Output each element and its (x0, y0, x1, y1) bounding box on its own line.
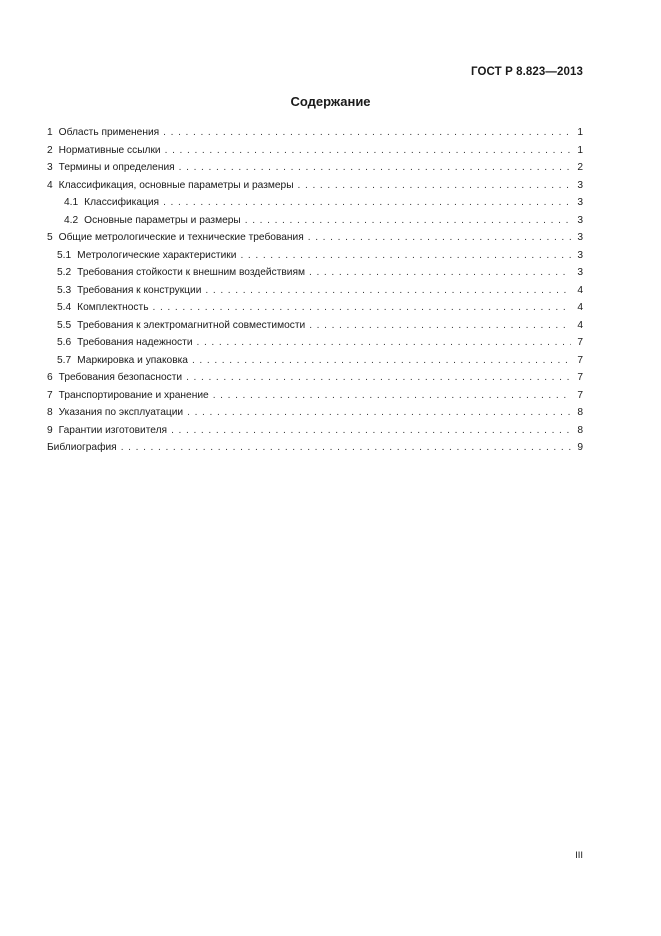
toc-subentry[interactable] (47, 282, 583, 300)
toc-entry-number: 5.7 (57, 354, 72, 366)
toc-entry-page: 3 (577, 179, 583, 191)
toc-entry-number: 5 (47, 232, 53, 243)
toc-entry-title: Требования безопасности (58, 372, 183, 383)
table-of-contents (47, 124, 583, 457)
toc-dot-leader (309, 264, 571, 282)
toc-entry-number: 5.3 (57, 284, 72, 296)
toc-entry-page: 8 (577, 424, 583, 436)
toc-entry-page: 3 (577, 249, 583, 261)
toc-entry-page: 4 (577, 302, 583, 313)
toc-dot-leader (240, 247, 571, 265)
toc-entry-number: 4.2 (64, 214, 79, 226)
toc-entry[interactable] (47, 387, 583, 405)
toc-entry-page: 2 (577, 162, 583, 173)
toc-entry-title: Термины и определения (58, 162, 175, 173)
toc-entry-title: Нормативные ссылки (58, 144, 161, 156)
toc-dot-leader (245, 212, 571, 230)
toc-subentry[interactable] (47, 317, 583, 335)
toc-entry-bibliography[interactable] (47, 439, 583, 457)
toc-entry-title: Классификация (84, 197, 160, 208)
toc-entry[interactable] (47, 142, 583, 160)
toc-entry-page: 7 (577, 354, 583, 366)
toc-entry-page: 7 (577, 389, 583, 401)
toc-dot-leader (197, 334, 571, 352)
toc-subentry[interactable] (47, 299, 583, 317)
toc-dot-leader (163, 194, 571, 212)
toc-entry-number: 5.4 (57, 302, 72, 313)
toc-entry-number: 2 (47, 144, 53, 156)
toc-entry-page: 8 (577, 407, 583, 418)
toc-entry-title: Требования стойкости к внешним воздействиям (77, 267, 305, 278)
toc-entry-title: Требования к электромагнитной совместимости (77, 319, 306, 331)
toc-entry[interactable] (47, 369, 583, 387)
toc-entry-page: 9 (577, 442, 583, 453)
toc-dot-leader (308, 229, 571, 247)
toc-entry[interactable] (47, 159, 583, 177)
toc-entry-page: 4 (577, 284, 583, 296)
toc-entry-title: Маркировка и упаковка (77, 354, 188, 366)
toc-entry-title: Комплектность (77, 302, 149, 313)
toc-entry-title: Гарантии изготовителя (58, 424, 168, 436)
toc-entry[interactable] (47, 124, 583, 142)
toc-dot-leader (192, 352, 571, 370)
toc-entry[interactable] (47, 422, 583, 440)
toc-dot-leader (153, 299, 572, 317)
toc-dot-leader (163, 124, 571, 142)
toc-entry-number: 5.5 (57, 319, 72, 331)
toc-entry-number: 5.2 (57, 267, 72, 278)
toc-dot-leader (205, 282, 571, 300)
toc-entry-number: 4.1 (64, 197, 79, 208)
toc-entry-number: 8 (47, 407, 53, 418)
toc-entry-number: 3 (47, 162, 53, 173)
toc-entry-number: 7 (47, 389, 53, 401)
toc-entry-number: 9 (47, 424, 53, 436)
toc-dot-leader (171, 422, 571, 440)
page-number: III (575, 850, 583, 861)
toc-entry-page: 3 (577, 267, 583, 278)
toc-dot-leader (121, 439, 571, 457)
toc-entry-page: 3 (577, 232, 583, 243)
toc-entry-page: 3 (577, 197, 583, 208)
toc-entry-title: Библиография (47, 442, 117, 453)
toc-entry-page: 7 (577, 372, 583, 383)
toc-subentry[interactable] (47, 212, 583, 230)
toc-entry-number: 6 (47, 372, 53, 383)
toc-subentry[interactable] (47, 194, 583, 212)
toc-entry-title: Метрологические характеристики (77, 249, 237, 261)
toc-entry-title: Требования к конструкции (77, 284, 202, 296)
toc-dot-leader (165, 142, 571, 160)
toc-entry-page: 1 (577, 127, 583, 138)
toc-dot-leader (179, 159, 571, 177)
toc-entry-title: Классификация, основные параметры и размеры (58, 179, 294, 191)
toc-entry-page: 1 (577, 144, 583, 156)
toc-subentry[interactable] (47, 334, 583, 352)
toc-subentry[interactable] (47, 264, 583, 282)
toc-entry-number: 5.6 (57, 337, 72, 348)
toc-entry[interactable] (47, 177, 583, 195)
toc-dot-leader (186, 369, 571, 387)
toc-entry-number: 5.1 (57, 249, 72, 261)
toc-entry-page: 7 (577, 337, 583, 348)
toc-entry-page: 3 (577, 214, 583, 226)
toc-entry-title: Указания по эксплуатации (58, 407, 184, 418)
toc-entry-title: Основные параметры и размеры (84, 214, 241, 226)
toc-entry-page: 4 (577, 319, 583, 331)
toc-dot-leader (213, 387, 571, 405)
toc-entry-title: Область применения (58, 127, 160, 138)
toc-entry-number: 1 (47, 127, 53, 138)
toc-entry-title: Общие метрологические и технические требования (58, 232, 304, 243)
toc-subentry[interactable] (47, 247, 583, 265)
toc-dot-leader (187, 404, 571, 422)
toc-dot-leader (298, 177, 571, 195)
toc-entry-title: Требования надежности (77, 337, 193, 348)
toc-dot-leader (309, 317, 571, 335)
toc-title: Содержание (290, 94, 371, 109)
toc-entry[interactable] (47, 229, 583, 247)
toc-subentry[interactable] (47, 352, 583, 370)
toc-entry-number: 4 (47, 179, 53, 191)
toc-entry[interactable] (47, 404, 583, 422)
document-code: ГОСТ Р 8.823—2013 (471, 66, 583, 78)
toc-entry-title: Транспортирование и хранение (58, 389, 209, 401)
